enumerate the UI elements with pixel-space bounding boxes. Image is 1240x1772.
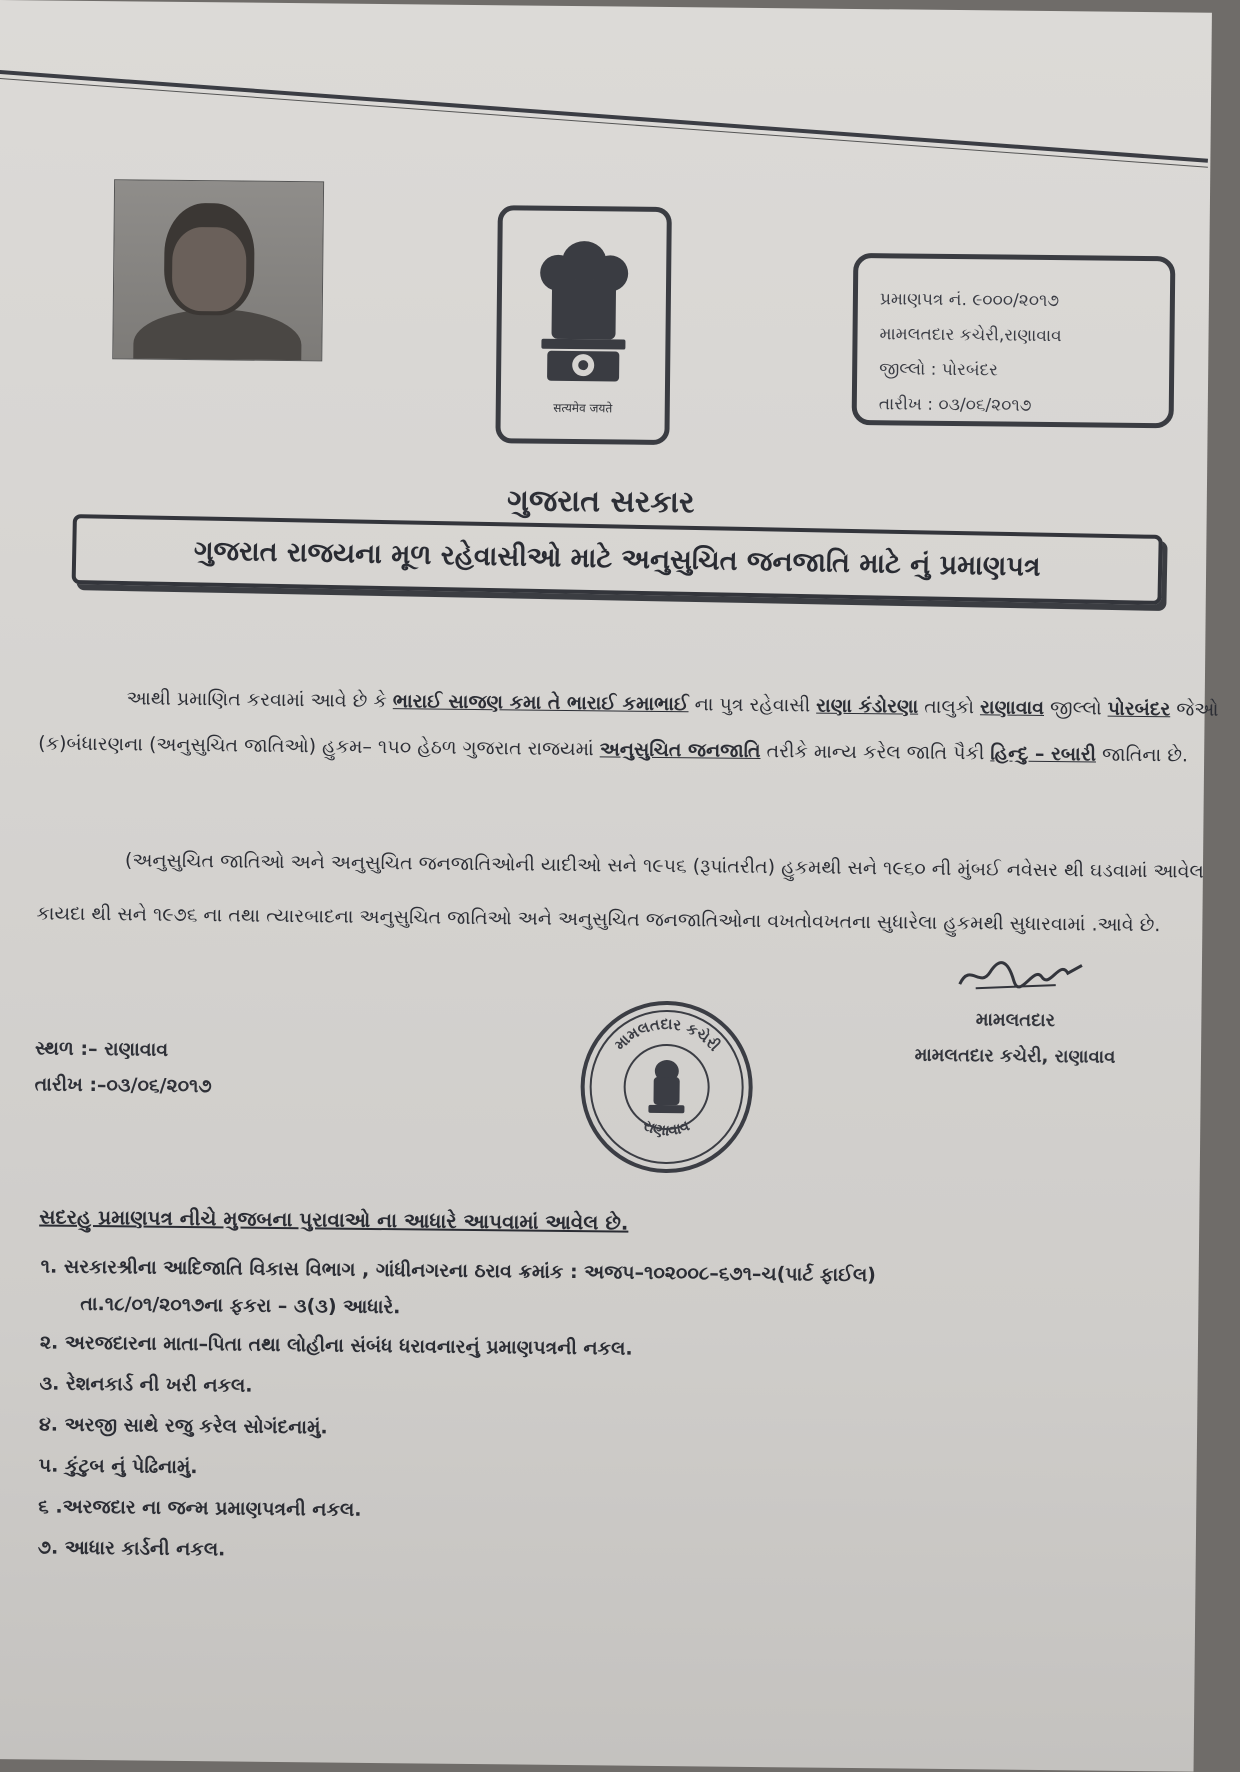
certificate-title <box>72 514 1163 605</box>
list-item: ૬ .અરજદાર ના જન્મ પ્રમાણપત્રની નકલ. <box>38 1495 362 1521</box>
evidence-item-1-cont: તા.૧૮/૦૧/૨૦૧૭ના ફકરા – ૩(૩) આધારે. <box>80 1292 401 1319</box>
issue-date: તારીખ : ૦૩/૦૬/૨૦૧૭ <box>878 394 1032 416</box>
date-line: તારીખ :–૦૩/૦૬/૨૦૧૭ <box>34 1073 212 1098</box>
evidence-heading: સદરહુ પ્રમાણપત્ર નીચે મુજબના પુરાવાઓ ના આધારે આપવામાં આવેલ છે. <box>39 1204 629 1235</box>
signatory-designation: મામલતદાર <box>975 1009 1056 1032</box>
para1-text-1: આથી પ્રમાણિત કરવામાં આવે છે કે <box>126 687 393 713</box>
seal-stamp-icon <box>578 998 756 1176</box>
signatory-block <box>875 979 1156 1068</box>
para1-text-7: જાતિના છે. <box>1095 743 1189 767</box>
certificate-reference-box <box>852 253 1176 428</box>
district-name: પોરબંદર <box>1107 697 1171 721</box>
para1-text-3: તાલુકો <box>918 695 981 719</box>
evidence-item-1: ૧. સરકારશ્રીના આદિજાતિ વિકાસ વિભાગ , ગાંધીનગરના ઠરાવ ક્રમાંક : અજપ–૧૦૨૦૦૮–૬૭૧–ચ(પાર્ટ ફાઈલ) <box>40 1255 877 1287</box>
signatory-office: મામલતદાર કચેરી, રાણાવાવ <box>914 1044 1116 1068</box>
list-item: ૨. અરજદારના માતા–પિતા તથા લોહીના સંબંધ ધરાવનારનું પ્રમાણપત્રની નકલ. <box>39 1331 633 1360</box>
applicant-name: ભારાઈ સાજણ કમા તે ભારાઈ કમાભાઈ <box>392 690 689 716</box>
village-name: રાણા કંડોરણા <box>816 694 919 718</box>
district-line: જીલ્લો : પોરબંદર <box>879 359 998 381</box>
applicant-photo <box>112 179 324 361</box>
photo-shoulders <box>133 308 302 361</box>
certification-paragraph <box>38 674 1239 779</box>
certificate-title-text: ગુજરાત રાજયના મૂળ રહેવાસીઓ માટે અનુસુચિત જનજાતિ માટે નું પ્રમાણપત્ર <box>193 535 1041 583</box>
government-heading: ગુજરાત સરકાર <box>506 483 695 521</box>
para1-text-2: ના પુત્ર રહેવાસી <box>688 693 817 717</box>
amendment-text: (અનુસુચિત જાતિઓ અને અનુસુચિત જનજાતિઓની યાદીઓ સને ૧૯૫૬ (રૂપાંતરીત) હુકમથી સને ૧૯૬૦ ની મુંબઈ નવેસર થી ઘડવામાં આવેલ કાયદા થી સને ૧૯૭૬ ના તથા ત્યારબાદના અનુસુચિત જાતિઓ અને અનુસુચિત જનજાતિઓના વખતોવખતના સુધારેલા હુકમથી સુધારવામાં .આવે છે. <box>36 849 1204 937</box>
place-date-block <box>34 1030 212 1104</box>
category-name: અનુસુચિત જનજાતિ <box>599 738 761 763</box>
svg-text:રાણાવાવ <box>640 1116 693 1140</box>
office-seal <box>578 998 756 1176</box>
top-border-line-thin <box>0 78 1208 168</box>
place-line: સ્થળ :– રાણાવાવ <box>34 1037 169 1061</box>
certificate-number: પ્રમાણપત્ર નં. ૯૦૦૦/૨૦૧૭ <box>879 289 1060 312</box>
list-item: ૪. અરજી સાથે રજુ કરેલ સોગંદનામું. <box>38 1413 328 1439</box>
taluka-name: રાણાવાવ <box>979 696 1045 719</box>
national-emblem-icon <box>501 210 667 402</box>
seal-top-text: મામલતદાર કચેરી <box>610 1015 724 1055</box>
signature-icon <box>956 954 1086 995</box>
list-item <box>40 1248 876 1331</box>
national-emblem-box <box>495 205 671 445</box>
top-border-line <box>0 70 1208 163</box>
issuing-office: મામલતદાર કચેરી,રાણાવાવ <box>879 324 1062 347</box>
seal-bottom-text: રાણાવાવ <box>640 1115 693 1140</box>
amendment-paragraph <box>36 832 1237 953</box>
svg-text:મામલતદાર કચેરી <box>611 1014 724 1054</box>
caste-name: હિન્દુ – રબારી <box>990 742 1097 766</box>
photo-face <box>172 227 247 312</box>
evidence-list <box>38 1248 877 1577</box>
list-item: ૩. રેશનકાર્ડ ની ખરી નકલ. <box>39 1372 253 1397</box>
list-item: ૭. આધાર કાર્ડની નકલ. <box>37 1536 226 1561</box>
list-item: ૫. કુંટુબ નું પેઢિનામું. <box>38 1454 198 1479</box>
para1-text-4: જીલ્લો <box>1043 696 1108 720</box>
para1-text-5: જેઓ (ક)બંધારણના (અનુસુચિત જાતિઓ) હુકમ– ૧૫૦ હેઠળ ગુજરાત રાજયમાં <box>38 698 1219 761</box>
emblem-motto: सत्यमेव जयते <box>553 400 613 416</box>
para1-text-6: તરીકે માન્ય કરેલ જાતિ પૈકી <box>760 740 991 765</box>
